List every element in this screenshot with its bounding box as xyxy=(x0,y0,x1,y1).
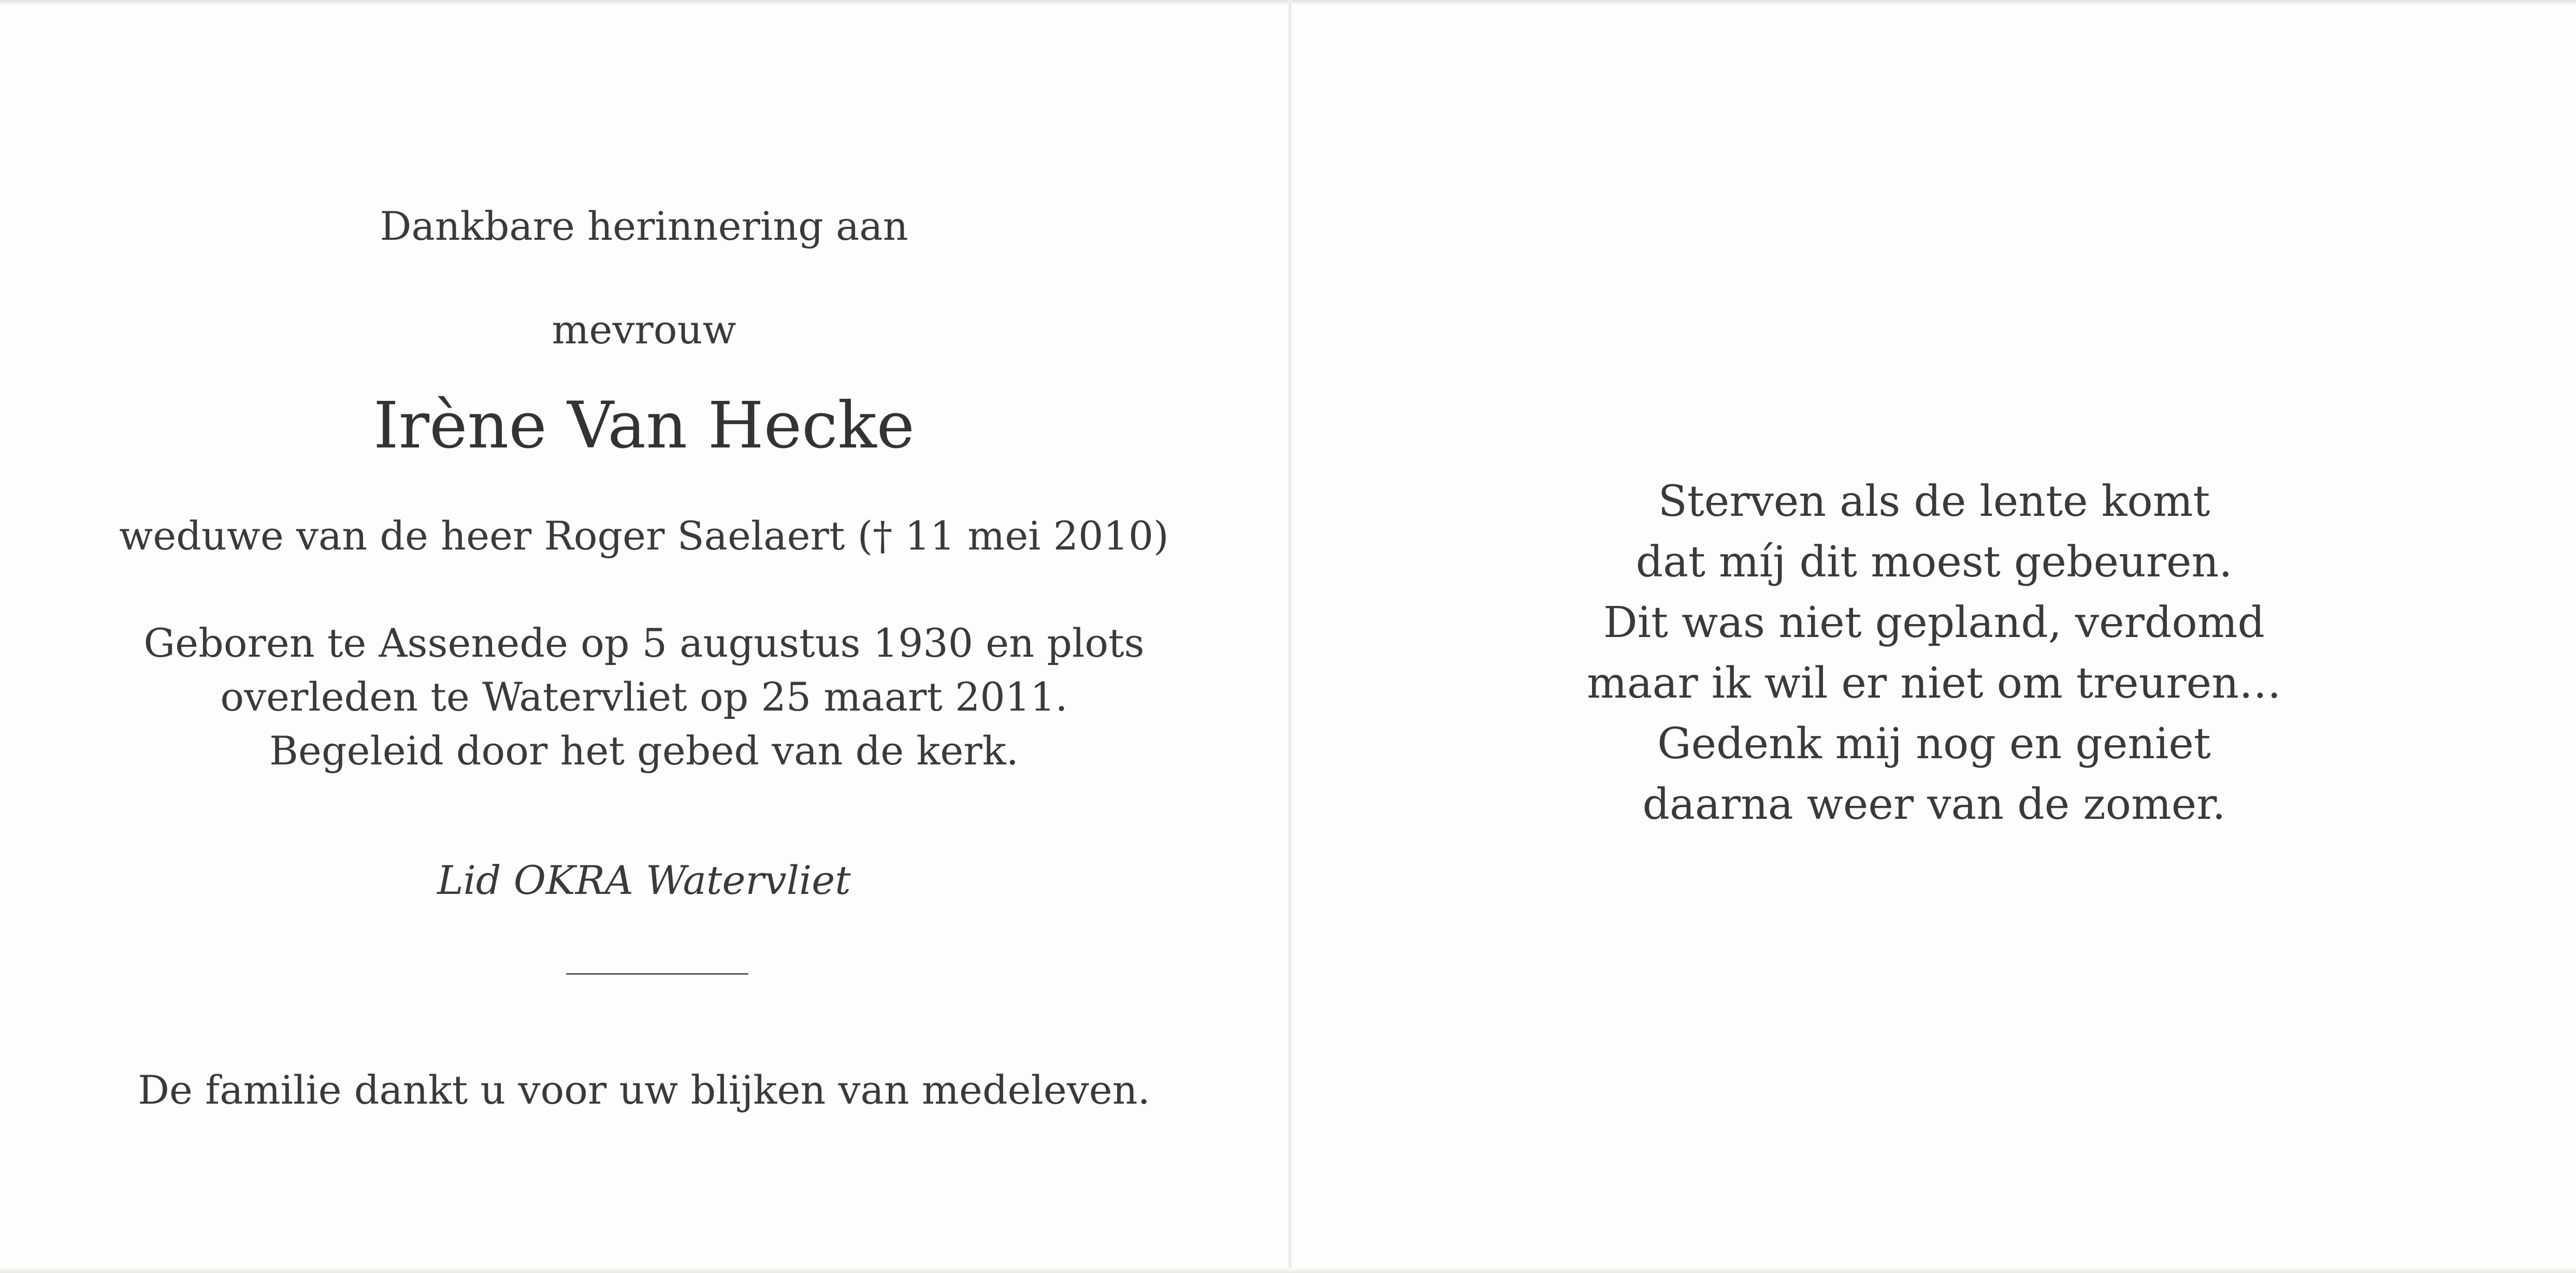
bio-line-birth: Geboren te Assenede op 5 augustus 1930 en plots xyxy=(143,620,1145,666)
bio-line-church: Begeleid door het gebed van de kerk. xyxy=(269,728,1019,774)
honorific-text: mevrouw xyxy=(552,307,736,353)
poem-line: Gedenk mij nog en geniet xyxy=(1657,719,2211,769)
card-fold xyxy=(1288,0,1292,1273)
membership-text: Lid OKRA Watervliet xyxy=(437,857,851,903)
poem-line: maar ik wil er niet om treuren… xyxy=(1586,659,2282,708)
poem-line: daarna weer van de zomer. xyxy=(1642,780,2226,829)
bio-line-death: overleden te Watervliet op 25 maart 2011. xyxy=(220,674,1068,720)
card-bottom-edge xyxy=(0,1268,2576,1273)
poem xyxy=(1292,471,2576,835)
biography xyxy=(0,616,1288,778)
poem-line: Dit was niet gepland, verdomd xyxy=(1603,598,2265,647)
divider-line xyxy=(566,973,748,975)
poem-line: dat míj dit moest gebeuren. xyxy=(1636,538,2233,587)
thanks-text: De familie dankt u voor uw blijken van medeleven. xyxy=(138,1067,1150,1113)
spouse-line: weduwe van de heer Roger Saelaert († 11 mei 2010) xyxy=(119,513,1169,559)
poem-line: Sterven als de lente komt xyxy=(1658,477,2210,526)
right-panel xyxy=(1292,0,2576,1273)
intro-text: Dankbare herinnering aan xyxy=(380,203,908,249)
deceased-name: Irène Van Hecke xyxy=(373,388,915,463)
